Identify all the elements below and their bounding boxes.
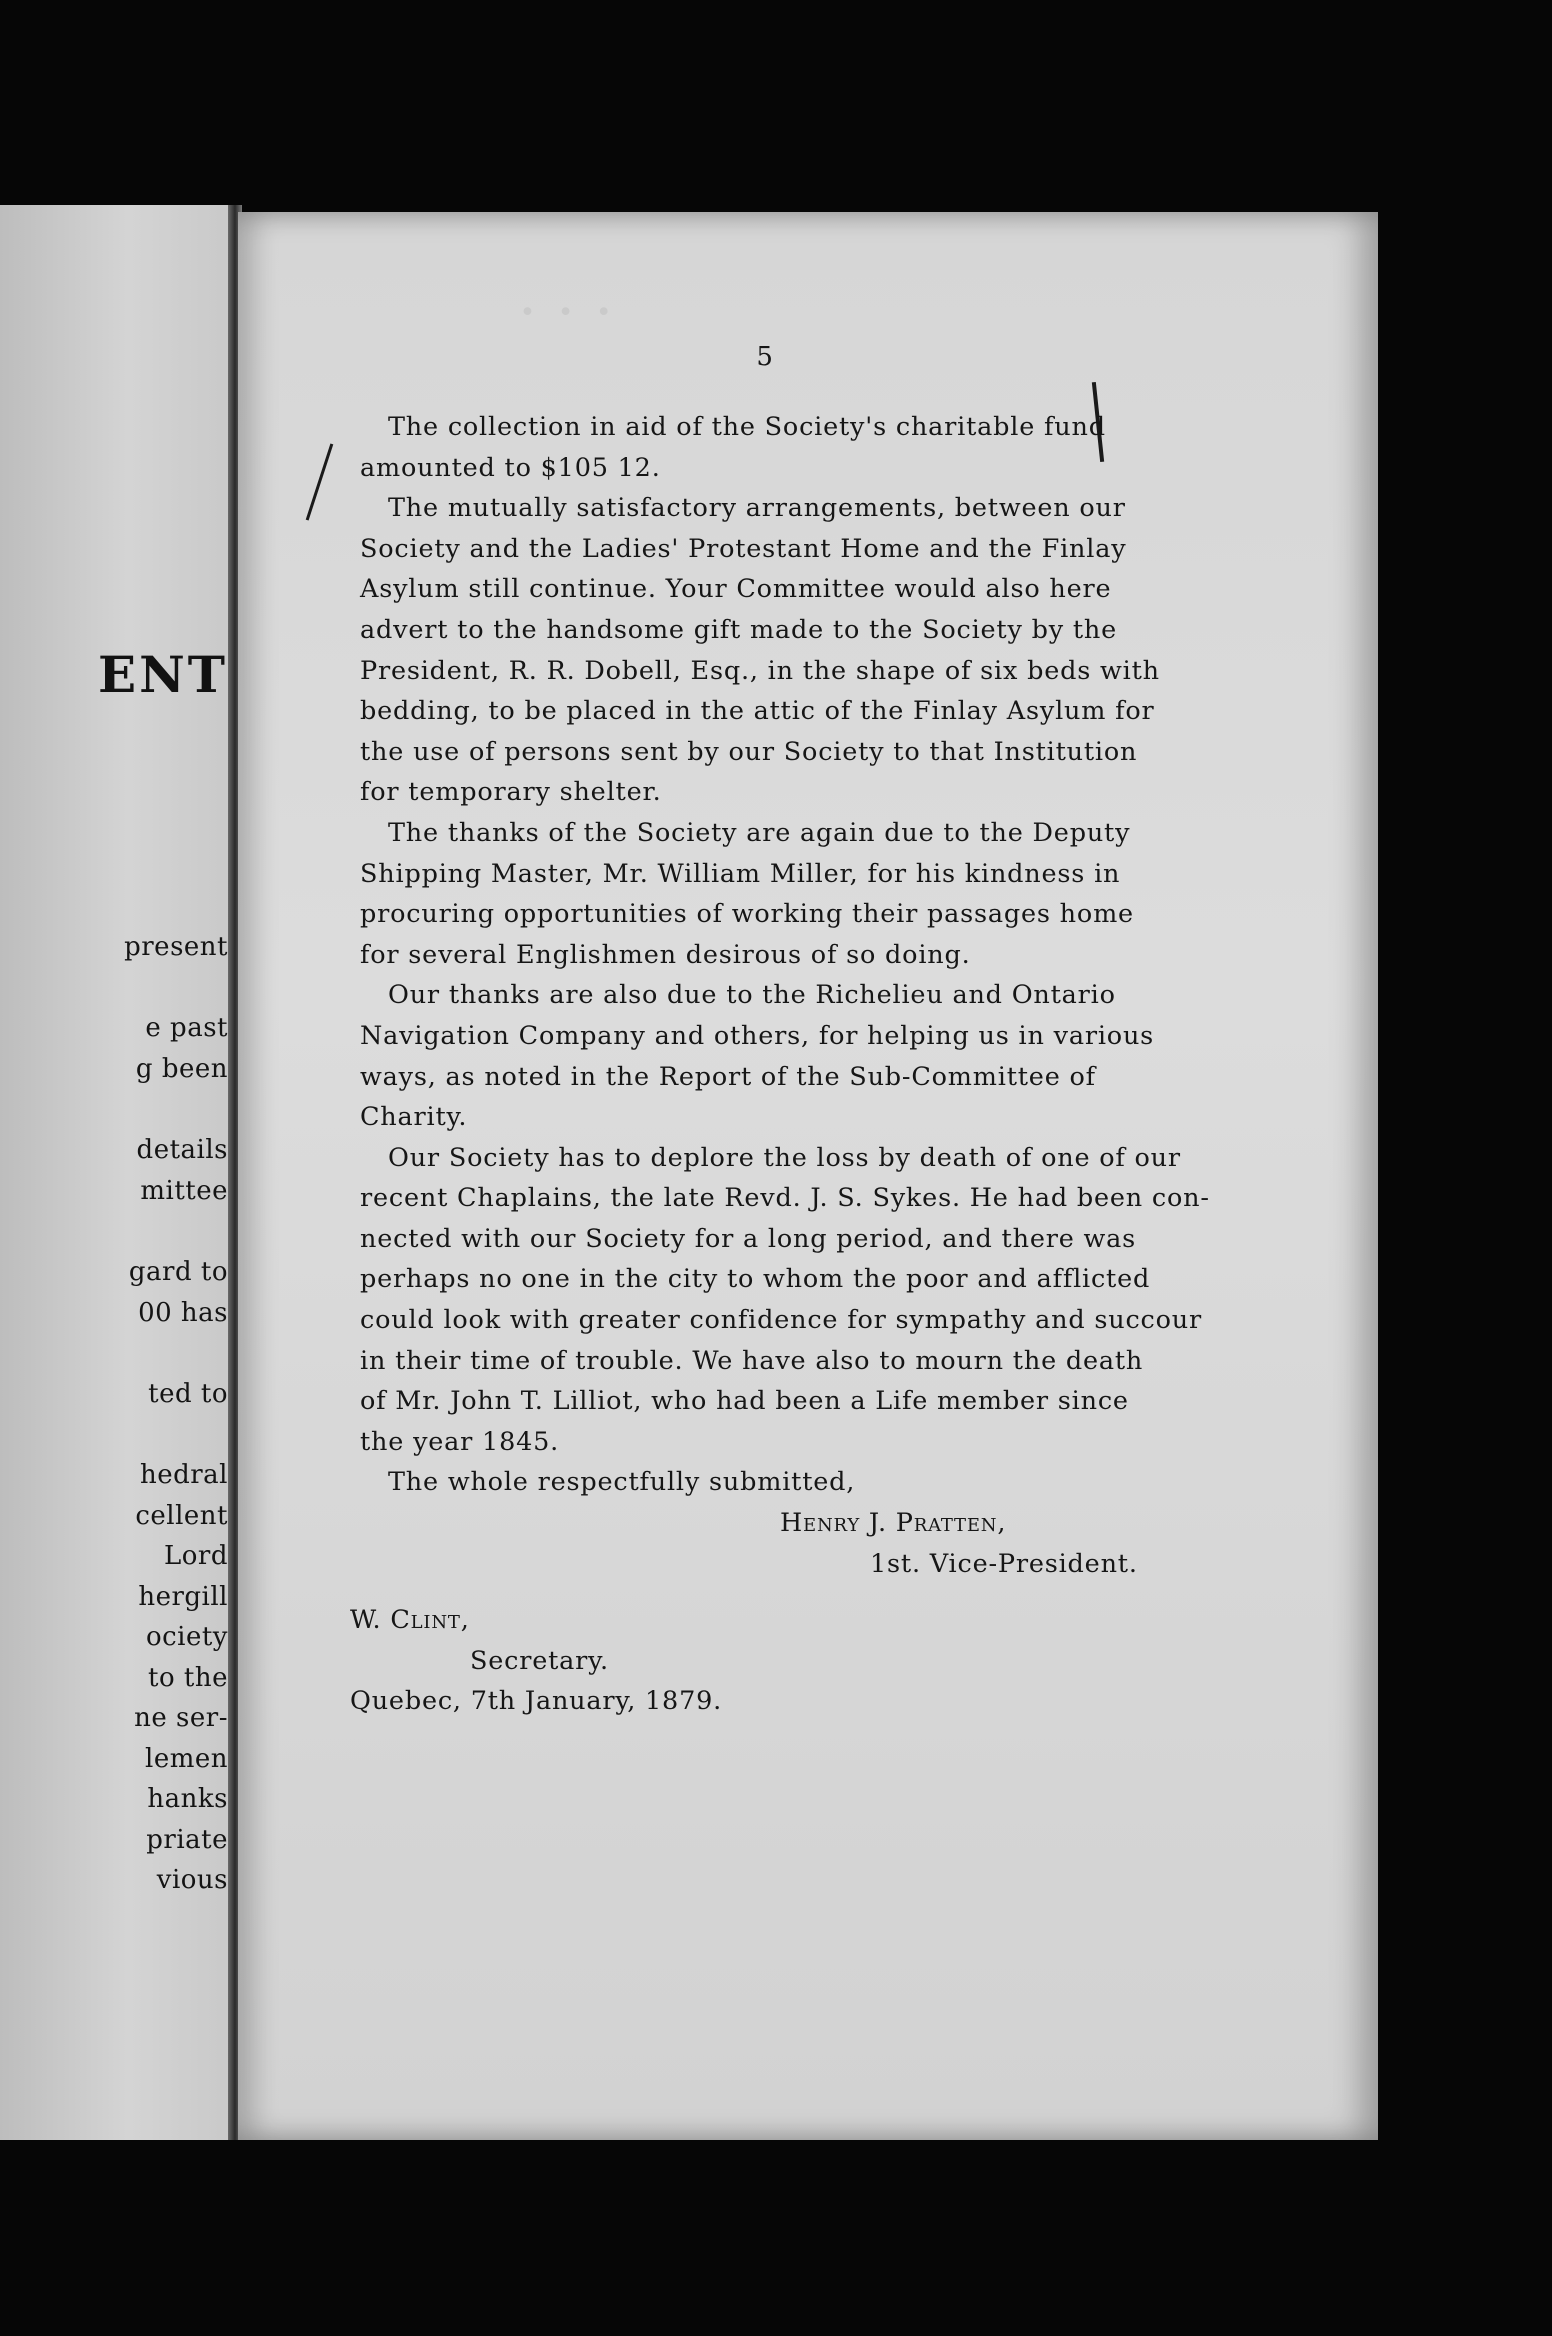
signatory-title: 1st. Vice-President. bbox=[870, 1548, 1138, 1579]
secretary-title: Secretary. bbox=[470, 1645, 609, 1676]
text-line: Shipping Master, Mr. William Miller, for his kindness in bbox=[360, 858, 1121, 889]
text-line: nected with our Society for a long period, and there was bbox=[360, 1223, 1137, 1254]
pen-mark bbox=[306, 443, 334, 520]
previous-page-line-fragment: e past bbox=[145, 1013, 228, 1043]
text-line: ways, as noted in the Report of the Sub-Committee of bbox=[360, 1061, 1096, 1092]
report-page bbox=[238, 212, 1378, 2140]
secretary-name: W. Clint, bbox=[350, 1605, 470, 1636]
closing-line: The whole respectfully submitted, bbox=[388, 1467, 856, 1498]
text-line: The thanks of the Society are again due to the Deputy bbox=[388, 817, 1131, 848]
place-and-date: Quebec, 7th January, 1879. bbox=[350, 1686, 723, 1717]
text-line: amounted to $105 12. bbox=[360, 452, 661, 483]
text-line: bedding, to be placed in the attic of the Finlay Asylum for bbox=[360, 696, 1155, 727]
previous-page-line-fragment: g been bbox=[135, 1054, 228, 1084]
text-line: Our Society has to deplore the loss by death of one of our bbox=[388, 1142, 1181, 1173]
text-line: of Mr. John T. Lilliot, who had been a Life member since bbox=[360, 1386, 1129, 1417]
previous-page-line-fragment: cellent bbox=[135, 1501, 228, 1531]
previous-page-line-fragment: ociety bbox=[145, 1622, 228, 1652]
paragraph-obituary bbox=[360, 1138, 1210, 1463]
text-line: Charity. bbox=[360, 1102, 468, 1133]
previous-page-line-fragment: 00 has bbox=[138, 1298, 228, 1328]
previous-page-heading-fragment: ENT bbox=[97, 645, 228, 704]
text-line: advert to the handsome gift made to the Society by the bbox=[360, 614, 1117, 645]
show-through-text: · · · bbox=[518, 277, 614, 347]
previous-page-line-fragment: mittee bbox=[140, 1176, 228, 1206]
text-line: the use of persons sent by our Society to that Institution bbox=[360, 736, 1138, 767]
previous-page-line-fragment: hedral bbox=[139, 1460, 228, 1490]
text-line: Asylum still continue. Your Committee would also here bbox=[360, 574, 1112, 605]
text-line: The collection in aid of the Society's charitable fund bbox=[388, 412, 1106, 442]
paragraph-arrangements bbox=[360, 488, 1170, 813]
paragraph-navigation-company bbox=[360, 975, 1170, 1137]
text-line: in their time of trouble. We have also to mourn the death bbox=[360, 1345, 1144, 1376]
previous-page-edge bbox=[0, 205, 232, 2140]
previous-page-line-fragment: to the bbox=[148, 1663, 228, 1693]
previous-page-line-fragment: ne ser- bbox=[134, 1703, 228, 1733]
text-line: recent Chaplains, the late Revd. J. S. Sykes. He had been con- bbox=[360, 1183, 1210, 1214]
paragraph-collection bbox=[360, 407, 1170, 488]
previous-page-line-fragment: priate bbox=[146, 1825, 228, 1855]
previous-page-line-fragment: hanks bbox=[147, 1784, 228, 1814]
previous-page-line-fragment: lemen bbox=[145, 1744, 228, 1774]
text-line: Society and the Ladies' Protestant Home and the Finlay bbox=[360, 533, 1127, 564]
text-line: procuring opportunities of working their passages home bbox=[360, 899, 1134, 930]
text-line: The mutually satisfactory arrangements, between our bbox=[388, 493, 1126, 524]
text-line: President, R. R. Dobell, Esq., in the shape of six beds with bbox=[360, 655, 1160, 686]
previous-page-line-fragment: ted to bbox=[148, 1379, 228, 1409]
previous-page-line-fragment: gard to bbox=[128, 1257, 228, 1287]
text-line: could look with greater confidence for sympathy and succour bbox=[360, 1305, 1202, 1336]
previous-page-line-fragment: Lord bbox=[164, 1541, 228, 1571]
previous-page-line-fragment: present bbox=[124, 932, 228, 962]
text-line: perhaps no one in the city to whom the poor and afflicted bbox=[360, 1264, 1151, 1295]
paragraph-shipping-master bbox=[360, 813, 1170, 975]
report-body bbox=[350, 342, 1210, 1722]
page-number: 5 bbox=[756, 342, 774, 372]
text-line: Navigation Company and others, for helping us in various bbox=[360, 1020, 1155, 1051]
text-line: Our thanks are also due to the Richelieu and Ontario bbox=[388, 980, 1116, 1011]
signatory-name: Henry J. Pratten, bbox=[780, 1508, 1007, 1539]
text-line: the year 1845. bbox=[360, 1426, 560, 1457]
previous-page-line-fragment: hergill bbox=[138, 1582, 228, 1612]
text-line: for temporary shelter. bbox=[360, 777, 662, 808]
text-line: for several Englishmen desirous of so doing. bbox=[360, 939, 971, 970]
previous-page-line-fragment: vious bbox=[156, 1865, 228, 1895]
previous-page-line-fragment: details bbox=[136, 1135, 228, 1165]
